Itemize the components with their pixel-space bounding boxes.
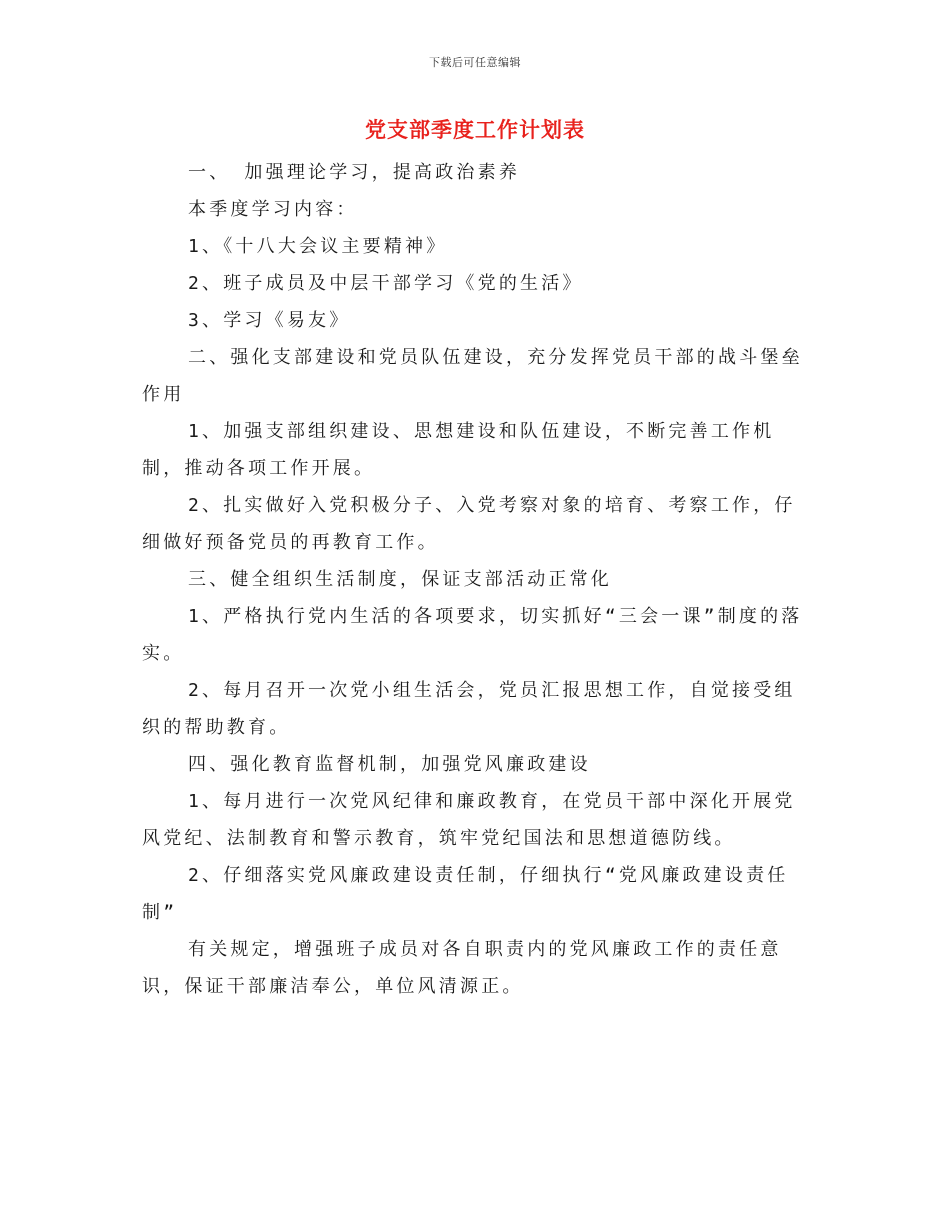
section-heading-4: 四、强化教育监督机制，加强党风廉政建设 (188, 754, 591, 775)
list-item: 2、扎实做好入党积极分子、入党考察对象的培育、考察工作，仔细做好预备党员的再教育工作。 (142, 495, 796, 553)
paragraph: 本季度学习内容： (188, 199, 358, 220)
list-item: 3、学习《易友》 (188, 310, 351, 331)
list-item: 2、班子成员及中层干部学习《党的生活》 (188, 273, 584, 294)
list-item: 1、加强支部组织建设、思想建设和队伍建设，不断完善工作机制，推动各项工作开展。 (142, 421, 775, 479)
paragraph: 有关规定，增强班子成员对各自职责内的党风廉政工作的责任意识，保证干部廉洁奉公，单位风清源正。 (142, 939, 782, 997)
list-item: 1、每月进行一次党风纪律和廉政教育，在党员干部中深化开展党风党纪、法制教育和警示教育，筑牢党纪国法和思想道德防线。 (142, 791, 796, 849)
section-heading-1: 一、 加强理论学习，提高政治素养 (188, 162, 521, 183)
section-heading-3: 三、健全组织生活制度，保证支部活动正常化 (188, 569, 612, 590)
document-title: 党支部季度工作计划表 (365, 117, 585, 142)
list-item: 1、《十八大会议主要精神》 (188, 236, 448, 257)
list-item: 1、严格执行党内生活的各项要求，切实抓好“三会一课”制度的落实。 (142, 606, 803, 664)
list-item: 2、每月召开一次党小组生活会，党员汇报思想工作，自觉接受组织的帮助教育。 (142, 680, 796, 738)
document-body (142, 154, 810, 1005)
header-note: 下载后可任意编辑 (429, 56, 521, 69)
section-heading-2: 二、强化支部建设和党员队伍建设，充分发挥党员干部的战斗堡垒作用 (142, 347, 803, 405)
list-item: 2、仔细落实党风廉政建设责任制，仔细执行“党风廉政建设责任制” (142, 865, 789, 923)
